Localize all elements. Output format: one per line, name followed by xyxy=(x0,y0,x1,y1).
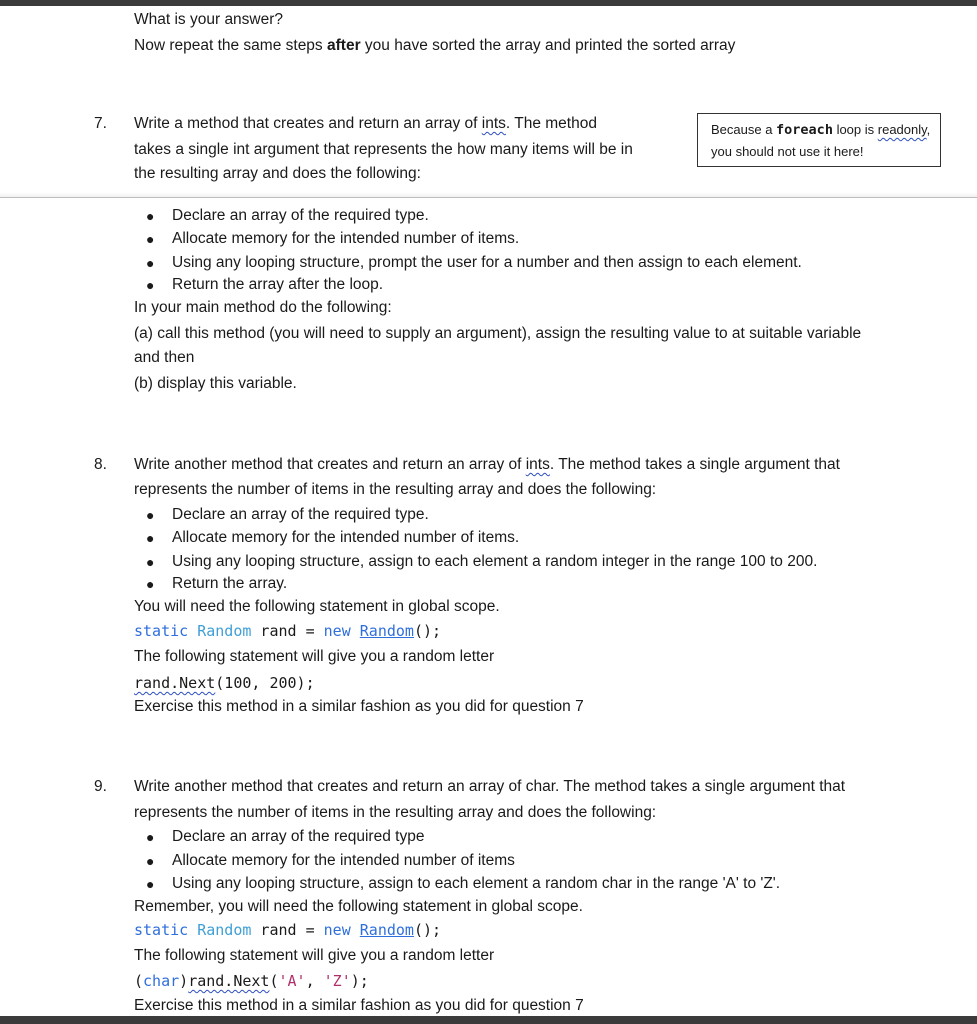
bottom-window-edge xyxy=(0,1016,977,1024)
bullet-icon: ● xyxy=(146,853,155,869)
bullet-icon: ● xyxy=(146,231,155,247)
question-9-number: 9. xyxy=(94,778,107,795)
bullet-icon: ● xyxy=(146,554,155,570)
answer-prompt: What is your answer? xyxy=(134,11,284,28)
repeat-instruction: Now repeat the same steps after you have sorted the array and printed the sorted array xyxy=(134,37,736,54)
bullet-icon: ● xyxy=(146,255,155,271)
question-8-number: 8. xyxy=(94,456,107,473)
question-9-bullet: Using any looping structure, assign to each element a random char in the range 'A' to 'Z'. xyxy=(172,875,781,892)
bullet-icon: ● xyxy=(146,507,155,523)
main-step-a-continued: and then xyxy=(134,349,195,366)
question-8-bullet: Declare an array of the required type. xyxy=(172,506,429,523)
rand-next-code: rand.Next(100, 200); xyxy=(134,674,315,692)
question-8-line-2: represents the number of items in the resulting array and does the following: xyxy=(134,481,657,498)
random-letter-note: The following statement will give you a random letter xyxy=(134,947,495,964)
main-method-intro: In your main method do the following: xyxy=(134,299,392,316)
question-8-bullet: Using any looping structure, assign to each element a random integer in the range 100 to 200. xyxy=(172,553,818,570)
question-7-number: 7. xyxy=(94,115,107,132)
question-8-bullet: Allocate memory for the intended number of items. xyxy=(172,529,520,546)
question-7-line-2: takes a single int argument that represents the how many items will be in xyxy=(134,141,633,158)
question-9-bullet: Declare an array of the required type xyxy=(172,828,425,845)
question-7-bullet: Allocate memory for the intended number of items. xyxy=(172,230,520,247)
page-break-line xyxy=(0,197,977,198)
main-step-a: (a) call this method (you will need to supply an argument), assign the resulting value to at suitable variable xyxy=(134,325,862,342)
main-step-b: (b) display this variable. xyxy=(134,375,297,392)
question-8-line-1: Write another method that creates and return an array of ints. The method takes a single argument that xyxy=(134,456,840,473)
question-9-line-2: represents the number of items in the resulting array and does the following: xyxy=(134,804,657,821)
exercise-note: Exercise this method in a similar fashion as you did for question 7 xyxy=(134,997,584,1014)
global-scope-note: Remember, you will need the following statement in global scope. xyxy=(134,898,583,915)
random-declaration-code: static Random rand = new Random(); xyxy=(134,622,442,640)
question-7-line-3: the resulting array and does the following: xyxy=(134,165,421,182)
bullet-icon: ● xyxy=(146,876,155,892)
question-9-line-1: Write another method that creates and return an array of char. The method takes a single argument that xyxy=(134,778,846,795)
random-declaration-code: static Random rand = new Random(); xyxy=(134,921,442,939)
bullet-icon: ● xyxy=(146,829,155,845)
random-letter-note: The following statement will give you a random letter xyxy=(134,648,495,665)
question-7-bullet: Declare an array of the required type. xyxy=(172,207,429,224)
exercise-note: Exercise this method in a similar fashion as you did for question 7 xyxy=(134,698,584,715)
bullet-icon: ● xyxy=(146,208,155,224)
global-scope-note: You will need the following statement in global scope. xyxy=(134,598,500,615)
question-7-bullet: Return the array after the loop. xyxy=(172,276,384,293)
bullet-icon: ● xyxy=(146,576,155,592)
question-8-bullet: Return the array. xyxy=(172,575,288,592)
top-window-edge xyxy=(0,0,977,6)
bullet-icon: ● xyxy=(146,530,155,546)
question-7-line-1: Write a method that creates and return an array of ints. The method xyxy=(134,115,597,132)
char-rand-next-code: (char)rand.Next('A', 'Z'); xyxy=(134,972,369,990)
foreach-note-box: Because a foreach loop is readonly, you should not use it here! xyxy=(697,113,941,167)
question-9-bullet: Allocate memory for the intended number of items xyxy=(172,852,515,869)
bullet-icon: ● xyxy=(146,277,155,293)
question-7-bullet: Using any looping structure, prompt the user for a number and then assign to each element. xyxy=(172,254,802,271)
